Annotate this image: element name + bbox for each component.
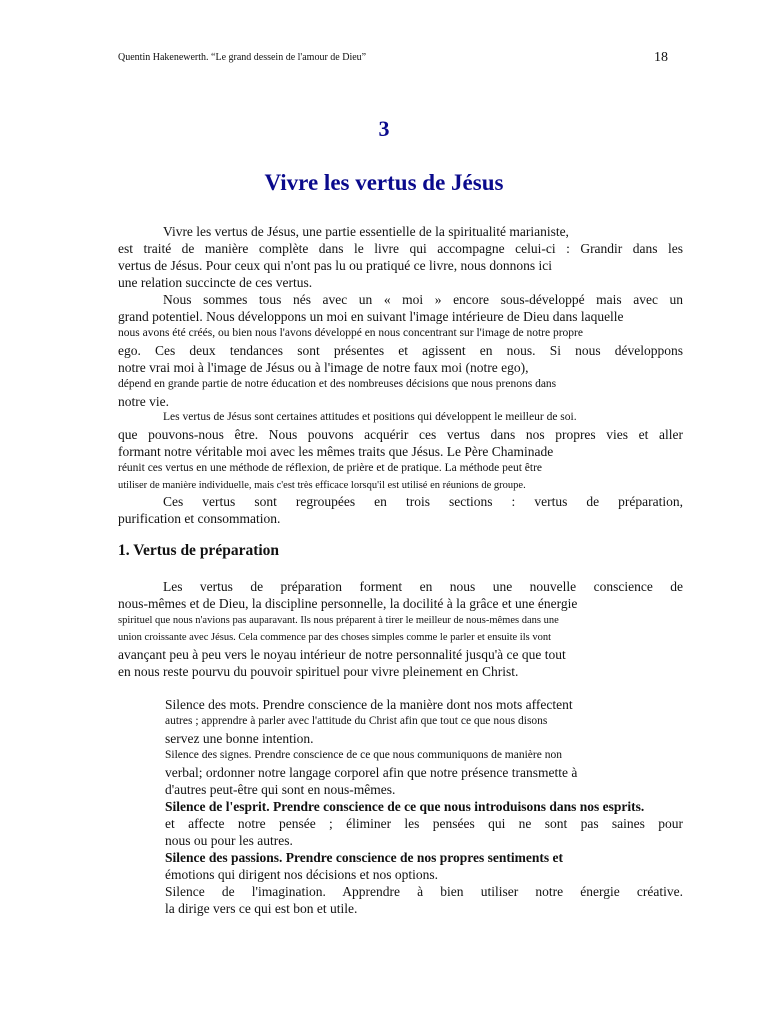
intro-paragraph-1 <box>118 223 683 291</box>
list-item: la dirige vers ce qui est bon et utile. <box>165 901 358 916</box>
list-item: Silence des mots. Prendre conscience de la manière dont nos mots affectent <box>165 697 573 712</box>
text-line: réunit ces vertus en une méthode de réflexion, de prière et de pratique. La méthode peut être <box>118 462 543 474</box>
text-line: en nous reste pourvu du pouvoir spirituel pour vivre pleinement en Christ. <box>118 664 519 679</box>
text-line: une relation succincte de ces vertus. <box>118 275 313 290</box>
running-header <box>118 52 668 70</box>
text-line: dépend en grande partie de notre éducation et des nombreuses décisions que nous prenons dans <box>118 378 557 390</box>
intro-paragraph-2 <box>118 291 683 410</box>
text-line: avançant peu à peu vers le noyau intérieur de notre personnalité jusqu'à ce que tout <box>118 647 566 662</box>
list-item: autres ; apprendre à parler avec l'attitude du Christ afin que tout ce que nous disons <box>165 715 548 727</box>
text-line: Ces vertus sont regroupées en trois sections : vertus de préparation, <box>163 494 683 509</box>
intro-paragraph-4 <box>118 493 683 527</box>
silence-list <box>165 696 683 917</box>
list-item: et affecte notre pensée ; éliminer les pensées qui ne sont pas saines pour <box>165 816 683 831</box>
intro-paragraph-3 <box>118 409 683 494</box>
list-item: Silence des passions. Prendre conscience de nos propres sentiments et <box>165 850 563 865</box>
text-line: notre vie. <box>118 394 169 409</box>
list-item: Silence des signes. Prendre conscience de ce que nous communiquons de manière non <box>165 749 562 761</box>
text-line: grand potentiel. Nous développons un moi en suivant l'image intérieure de Dieu dans laquelle <box>118 309 624 324</box>
section-heading: 1. Vertus de préparation <box>118 542 280 559</box>
text-line: notre vrai moi à l'image de Jésus ou à l'image de notre faux moi (notre ego), <box>118 360 529 375</box>
text-line: purification et consommation. <box>118 511 281 526</box>
running-title: Quentin Hakenewerth. “Le grand dessein de l'amour de Dieu” <box>118 52 367 63</box>
text-line: Les vertus de préparation forment en nous une nouvelle conscience de <box>163 579 683 594</box>
chapter-number: 3 <box>378 116 390 141</box>
section-paragraph <box>118 578 683 680</box>
list-item: émotions qui dirigent nos décisions et nos options. <box>165 867 438 882</box>
text-line: spirituel que nous n'avions pas auparavant. Ils nous préparent à tirer le meilleur de nous-mêmes dans une <box>118 615 559 626</box>
list-item: servez une bonne intention. <box>165 731 314 746</box>
list-item: d'autres peut-être qui sont en nous-mêmes. <box>165 782 396 797</box>
page-number: 18 <box>654 50 668 65</box>
text-line: Les vertus de Jésus sont certaines attitudes et positions qui développent le meilleur de soi. <box>163 411 577 423</box>
text-line: nous avons été créés, ou bien nous l'avons développé en nous concentrant sur l'image de notre propre <box>118 327 583 339</box>
text-line: vertus de Jésus. Pour ceux qui n'ont pas lu ou pratiqué ce livre, nous donnons ici <box>118 258 552 273</box>
list-item: verbal; ordonner notre langage corporel afin que notre présence transmette à <box>165 765 578 780</box>
text-line: nous-mêmes et de Dieu, la discipline personnelle, la docilité à la grâce et une énergie <box>118 596 578 611</box>
text-line: que pouvons-nous être. Nous pouvons acquérir ces vertus dans nos propres vies et aller <box>118 427 683 442</box>
list-item: Silence de l'esprit. Prendre conscience de ce que nous introduisons dans nos esprits. <box>165 799 645 814</box>
text-line: formant notre véritable moi avec les mêmes traits que Jésus. Le Père Chaminade <box>118 444 554 459</box>
text-line: utiliser de manière individuelle, mais c'est très efficace lorsqu'il est utilisé en réunions de groupe. <box>118 480 526 491</box>
text-line: union croissante avec Jésus. Cela commence par des choses simples comme le parler et ensuite ils vont <box>118 632 551 643</box>
list-item: nous ou pour les autres. <box>165 833 293 848</box>
text-line: ego. Ces deux tendances sont présentes et agissent en nous. Si nous développons <box>118 343 683 358</box>
text-line: est traité de manière complète dans le livre qui accompagne celui-ci : Grandir dans les <box>118 241 683 256</box>
chapter-title: Vivre les vertus de Jésus <box>264 170 504 195</box>
list-item: Silence de l'imagination. Apprendre à bien utiliser notre énergie créative. <box>165 884 683 899</box>
text-line: Vivre les vertus de Jésus, une partie essentielle de la spiritualité marianiste, <box>163 224 569 239</box>
text-line: Nous sommes tous nés avec un « moi » encore sous-développé mais avec un <box>163 292 683 307</box>
